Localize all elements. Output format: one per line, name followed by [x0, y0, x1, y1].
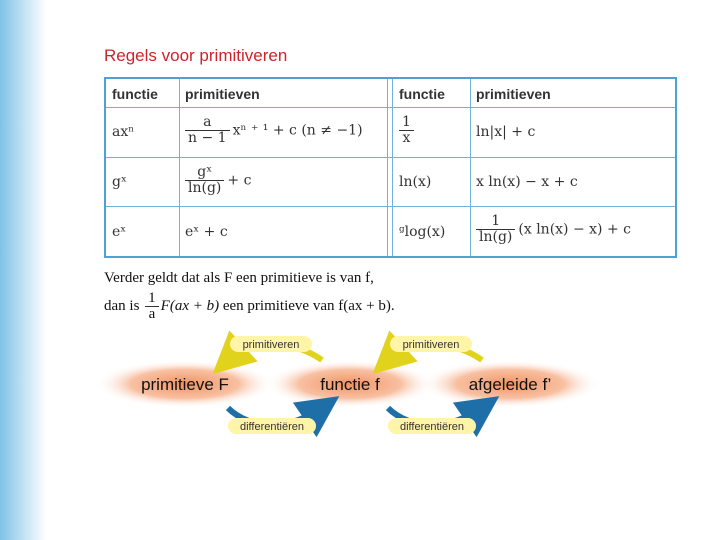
label-primitiveren-2: primitiveren — [402, 339, 460, 351]
row2-primitive-1: $\frac{\text{gˣ}}{\ln(g)}$ + c — [185, 165, 251, 196]
rule-line-2: dan is $\frac{1}{a}$ F(ax + b) een primitieve van f(ax + b). — [104, 290, 395, 322]
row3-primitive-1: eˣ + c — [185, 224, 228, 240]
table-header-primitieven-1: primitieven — [185, 86, 260, 102]
row1-function-1: axⁿ — [112, 124, 135, 140]
row2-function-1: gˣ — [112, 174, 127, 190]
page-title: Regels voor primitiveren — [104, 46, 288, 65]
table-header-primitieven-2: primitieven — [476, 86, 551, 102]
row1-primitive-1: $\frac{a}{n - 1}$ xⁿ ⁺ ¹ + c (n ≠ −1) — [185, 115, 363, 146]
label-differentieren-1: differentiëren — [239, 421, 305, 433]
row1-function-2: $\frac{1}{x}$ — [399, 115, 417, 146]
node-afgeleide-f: afgeleide f’ — [468, 375, 552, 394]
row3-function-2: ᵍlog(x) — [399, 224, 446, 240]
table-header-functie-1: functie — [112, 86, 158, 102]
row3-primitive-2: $\frac{1}{\ln(g)}$ (x ln(x) − x) + c — [476, 214, 631, 245]
row3-function-1: eˣ — [112, 224, 127, 240]
side-decoration-stripe — [0, 0, 46, 540]
row1-primitive-2: ln|x| + c — [476, 124, 536, 140]
row2-primitive-2: x ln(x) − x + c — [476, 174, 578, 190]
label-differentieren-2: differentiëren — [399, 421, 465, 433]
primitive-rules-table — [104, 77, 677, 258]
row2-function-2: ln(x) — [399, 174, 432, 190]
table-header-functie-2: functie — [399, 86, 445, 102]
rule-line-1: Verder geldt dat als F een primitieve is van f, — [104, 270, 374, 286]
label-primitiveren-1: primitiveren — [242, 339, 300, 351]
node-primitieve-F: primitieve F — [141, 375, 229, 394]
node-functie-f: functie f — [320, 375, 380, 394]
primitive-derivative-diagram — [100, 330, 600, 440]
